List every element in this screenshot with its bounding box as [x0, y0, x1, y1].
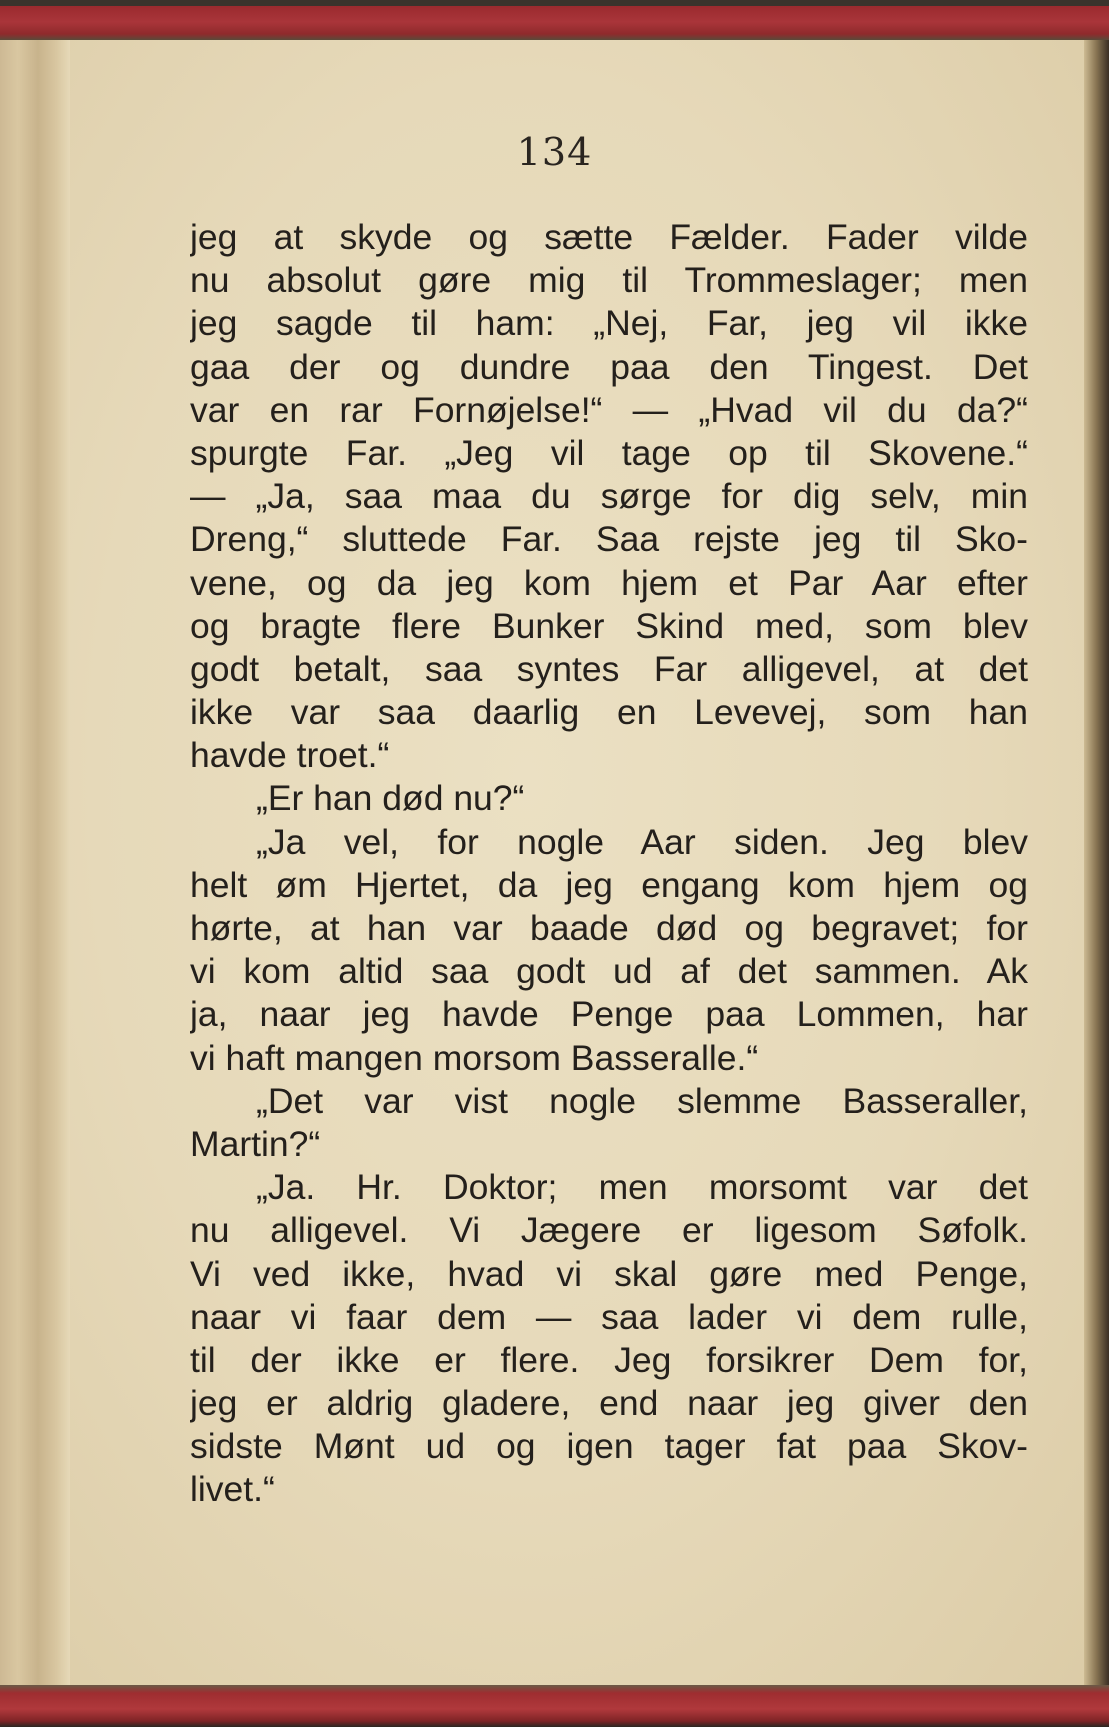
text-line: ikke var saa daarlig en Levevej, som han — [190, 692, 1028, 733]
text-line: naar vi faar dem — saa lader vi dem rulle, — [190, 1296, 1028, 1337]
text-line: „Er han død nu?“ — [256, 778, 525, 819]
text-line: nu absolut gøre mig til Trommeslager; men — [190, 260, 1028, 301]
text-line: „Det var vist nogle slemme Basseraller, — [256, 1080, 1028, 1121]
text-line: Dreng,“ sluttede Far. Saa rejste jeg til Sko- — [190, 519, 1028, 560]
text-line: hørte, at han var baade død og begravet; for — [190, 908, 1028, 948]
text-line: vi haft mangen morsom Basseralle.“ — [190, 1037, 759, 1078]
text-line: vi kom altid saa godt ud af det sammen. Ak — [190, 951, 1028, 992]
text-line: Martin?“ — [190, 1123, 321, 1164]
page-number: 134 — [516, 130, 593, 174]
page-edge-right — [1084, 40, 1109, 1685]
book-cover-edge-bottom — [0, 1685, 1109, 1727]
text-line: Vi ved ikke, hvad vi skal gøre med Penge, — [190, 1253, 1028, 1294]
text-line: livet.“ — [190, 1469, 275, 1510]
text-line: godt betalt, saa syntes Far alligevel, at det — [190, 648, 1028, 689]
text-line: „Ja vel, for nogle Aar siden. Jeg blev — [256, 821, 1028, 862]
text-line: gaa der og dundre paa den Tingest. Det — [190, 346, 1028, 387]
text-line: spurgte Far. „Jeg vil tage op til Skovene.“ — [190, 432, 1028, 473]
text-line: jeg sagde til ham: „Nej, Far, jeg vil ikke — [190, 303, 1028, 344]
text-line: havde troet.“ — [190, 735, 390, 776]
text-line: nu alligevel. Vi Jægere er ligesom Søfolk. — [190, 1210, 1028, 1251]
text-line: til der ikke er flere. Jeg forsikrer Dem for, — [190, 1339, 1028, 1380]
page-stack-left — [0, 40, 70, 1685]
text-line: var en rar Fornøjelse!“ — „Hvad vil du da?“ — [190, 389, 1028, 430]
body-text — [190, 216, 1028, 1512]
text-line: og bragte flere Bunker Skind med, som blev — [190, 605, 1028, 646]
text-line: — „Ja, saa maa du sørge for dig selv, min — [190, 476, 1028, 517]
text-line: jeg er aldrig gladere, end naar jeg giver den — [190, 1383, 1028, 1424]
book-cover-edge-top — [0, 0, 1109, 40]
text-line: ja, naar jeg havde Penge paa Lommen, har — [190, 994, 1028, 1035]
text-line: sidste Mønt ud og igen tager fat paa Skov- — [190, 1426, 1028, 1467]
text-line: „Ja. Hr. Doktor; men morsomt var det — [256, 1167, 1028, 1208]
text-line: helt øm Hjertet, da jeg engang kom hjem og — [190, 864, 1028, 905]
text-line: jeg at skyde og sætte Fælder. Fader vilde — [190, 217, 1028, 257]
text-line: vene, og da jeg kom hjem et Par Aar efter — [190, 562, 1028, 603]
